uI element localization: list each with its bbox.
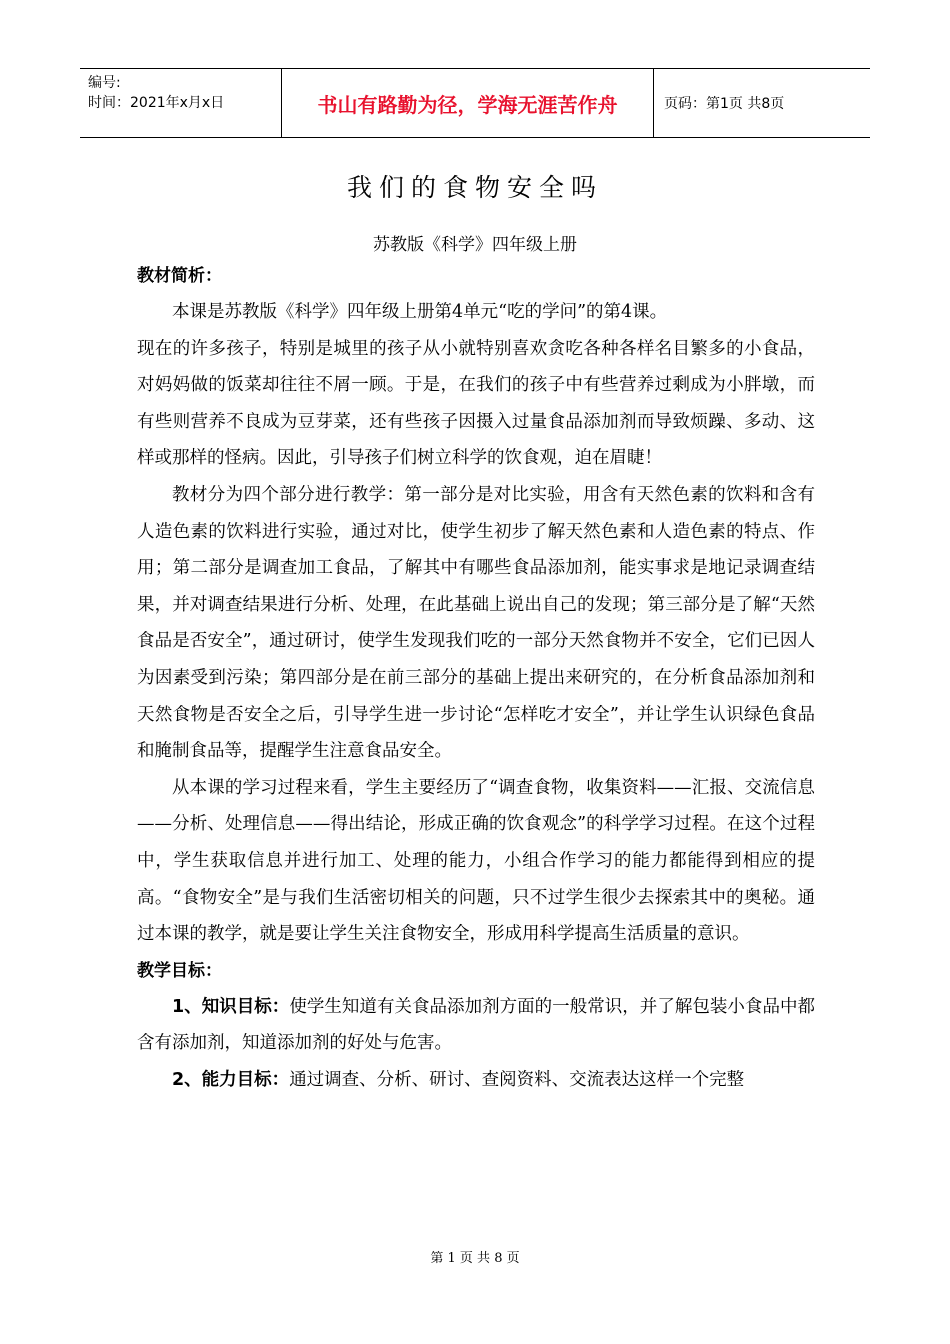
paragraph-background: 现在的许多孩子，特别是城里的孩子从小就特别喜欢贪吃各种各样名目繁多的小食品，对妈妈做的饭菜却往往不屑一顾。于是，在我们的孩子中有些营养过剩成为小胖墩，而有些则营养不良成为豆芽菜，还有些孩子因摄入过量食品添加剂而导致烦躁、多动、这样或那样的怪病。因此，引导孩子们树立科学的饮食观，迫在眉睫！	[137, 338, 815, 469]
goal-ability-text: 通过调查、分析、研讨、查阅资料、交流表达这样一个完整	[289, 1069, 745, 1090]
analysis-heading: 教材简析：	[137, 266, 222, 286]
paragraph-intro: 本课是苏教版《科学》四年级上册第4单元“吃的学问”的第4课。	[172, 302, 668, 322]
page-title: 我们的食物安全吗	[346, 173, 603, 202]
paragraph-process: 从本课的学习过程来看，学生主要经历了“调查食物，收集资料——汇报、交流信息——分析、处理信息——得出结论，形成正确的饮食观念”的科学学习过程。在这个过程中，学生获取信息并进行加工、处理的能力，小组合作学习的能力都能得到相应的提高。“食物安全”是与我们生活密切相关的问题，只不过学生很少去探索其中的奥秘。通过本课的教学，就是要让学生关注食物安全，形成用科学提高生活质量的意识。	[137, 777, 815, 945]
page-footer: 第 1 页 共 8 页	[430, 1251, 520, 1266]
goal-knowledge	[137, 989, 815, 1062]
header-meta	[80, 69, 281, 137]
header-page-info: 页码：第1页 共8页	[664, 96, 785, 112]
date-label: 时间：2021年x月x日	[88, 95, 225, 111]
paragraph-structure: 教材分为四个部分进行教学：第一部分是对比实验，用含有天然色素的饮料和含有人造色素的饮料进行实验，通过对比，使学生初步了解天然色素和人造色素的特点、作用；第二部分是调查加工食品，了解其中有哪些食品添加剂，能实事求是地记录调查结果，并对调查结果进行分析、处理，在此基础上说出自己的发现；第三部分是了解“天然食品是否安全”，通过研讨，使学生发现我们吃的一部分天然食物并不安全，它们已因人为因素受到污染；第四部分是在前三部分的基础上提出来研究的，在分析食品添加剂和天然食物是否安全之后，引导学生进一步讨论“怎样吃才安全”，并让学生认识绿色食品和腌制食品等，提醒学生注意食品安全。	[137, 484, 815, 762]
page-subtitle: 苏教版《科学》四年级上册	[373, 235, 577, 255]
header-motto: 书山有路勤为径，学海无涯苦作舟	[281, 69, 654, 137]
goals-heading: 教学目标：	[137, 960, 222, 981]
number-label: 编号:	[88, 75, 121, 91]
goal-ability-label: 2、能力目标：	[172, 1069, 290, 1090]
goal-knowledge-label: 1、知识目标：	[172, 996, 290, 1017]
document-body	[137, 258, 815, 1098]
document-header	[80, 68, 870, 138]
goal-knowledge-text: 使学生知道有关食品添加剂方面的一般常识，并了解包装小食品中都含有添加剂，知道添加剂的好处与危害。	[137, 996, 815, 1054]
goal-ability	[137, 1062, 815, 1099]
